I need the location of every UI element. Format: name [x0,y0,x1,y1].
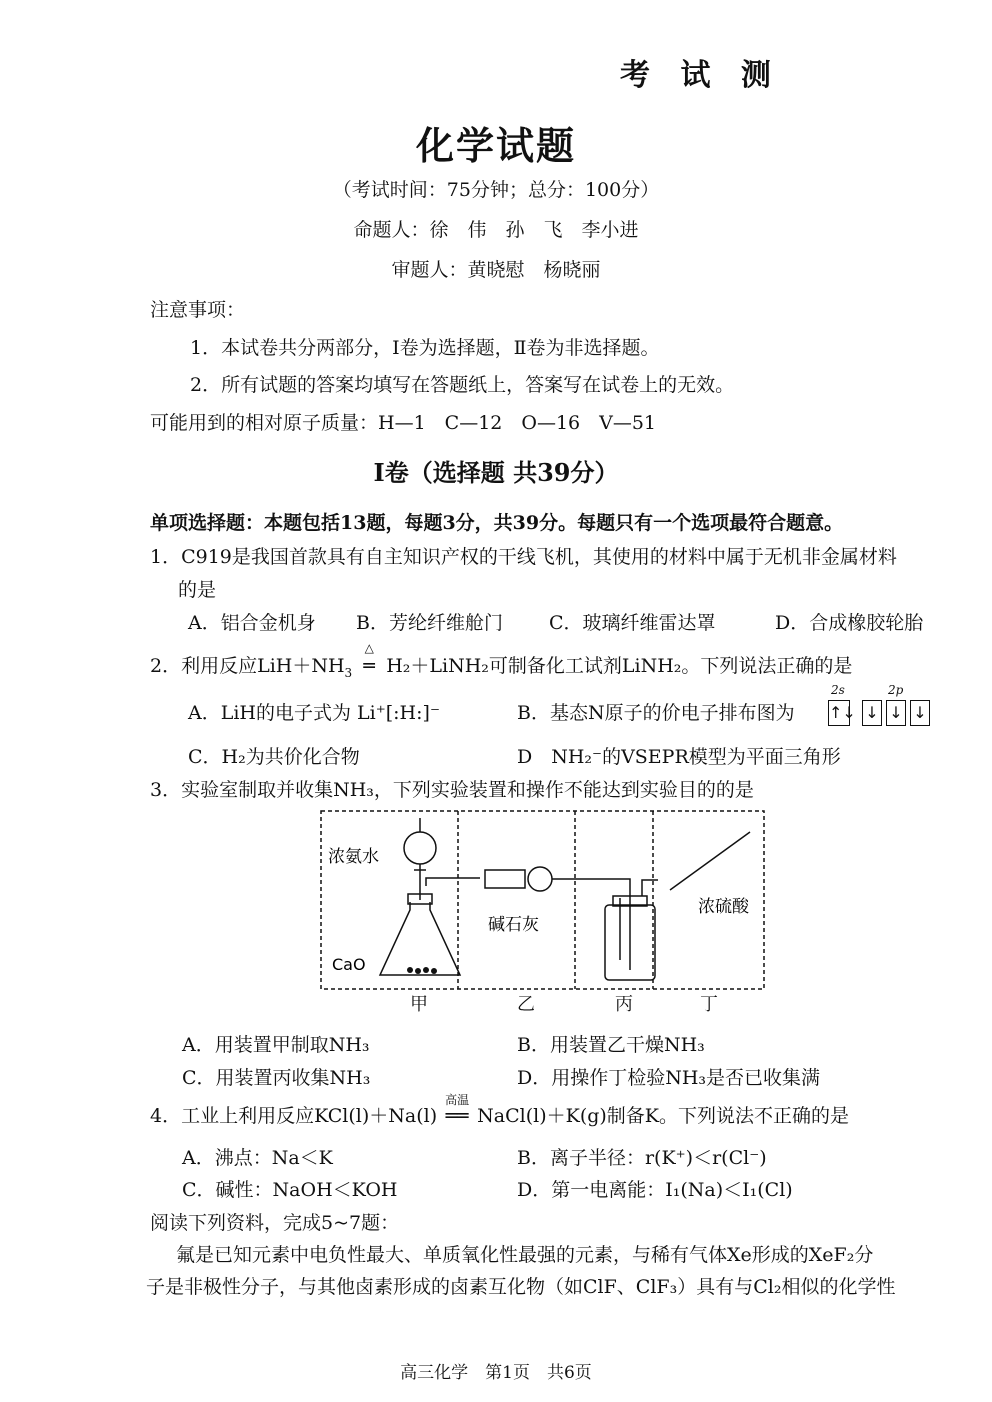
page-footer: 高三化学 第1页 共6页 [400,1363,592,1383]
q1-option-b[interactable]: B．芳纶纤维舱门 [356,612,503,634]
q1-option-a[interactable]: A．铝合金机身 [188,612,316,634]
orbital-2p-box-1: ↓ [862,700,882,726]
note-item-2: 2．所有试题的答案均填写在答题纸上，答案写在试卷上的无效。 [190,374,735,396]
q1-stem-line2: 的是 [178,579,217,601]
label-cao: CaO [332,955,366,974]
glass-rod [670,832,750,890]
label-ammonia: 浓氨水 [328,847,379,867]
cao-particle [423,967,429,973]
q2-condition: △ [364,641,374,655]
q2-stem: 2．利用反应$LiH+NH_3$ △ ═ H₂＋LiNH₂可制备化工试剂LiNH₂。下列说法正确的是 [150,641,853,680]
header-stamp: 考 试 测 [620,58,781,93]
caption-jia: 甲 [410,994,428,1015]
section-1-instruction: 单项选择题：本题包括13题，每题3分，共39分。每题只有一个选项最符合题意。 [150,512,844,534]
q4-option-c[interactable]: C．碱性：NaOH＜KOH [182,1179,398,1201]
section-1-title: Ⅰ卷（选择题 共39分） [373,458,619,487]
note-item-1: 1．本试卷共分两部分，Ⅰ卷为选择题，Ⅱ卷为非选择题。 [190,337,660,359]
orbital-2s-box: ↑↓ [828,700,850,726]
reviewer-line: 审题人：黄晓慰 杨晓丽 [391,259,601,281]
q1-option-d[interactable]: D．合成橡胶轮胎 [775,612,924,634]
orbital-2p-label: 2p [888,683,904,697]
caption-yi: 乙 [517,994,535,1015]
q2-stem-pre: 2．利用反应LiH＋NH [150,655,345,677]
q3-option-a[interactable]: A．用装置甲制取NH₃ [182,1034,370,1056]
setter-line: 命题人：徐 伟 孙 飞 李小进 [353,219,639,241]
q4-condition: 高温 [445,1093,470,1107]
cao-particle [415,968,421,974]
q2-option-c[interactable]: C．H₂为共价化合物 [188,746,360,768]
conical-flask [380,902,460,975]
caption-ding: 丁 [700,994,718,1015]
q1-stem-line1: 1．C919是我国首款具有自主知识产权的干线飞机，其使用的材料中属于无机非金属材料 [150,546,897,568]
exam-info: （考试时间：75分钟；总分：100分） [332,179,660,201]
notes-heading: 注意事项： [150,299,246,321]
q1-option-c[interactable]: C．玻璃纤维雷达罩 [549,612,716,634]
atomic-mass-line: 可能用到的相对原子质量：H—1 C—12 O—16 V—51 [150,412,657,434]
q4-option-d[interactable]: D．第一电离能：I₁(Na)＜I₁(Cl) [517,1179,793,1201]
delivery-tube-1 [426,878,480,886]
orbital-2p-box-2: ↓ [886,700,906,726]
reading-line-1: 氟是已知元素中电负性最大、单质氧化性最强的元素，与稀有气体Xe形成的XeF₂分 [176,1244,874,1266]
q2-option-a[interactable]: A．LiH的电子式为 Li⁺[:H:]⁻ [188,702,440,724]
q3-stem: 3．实验室制取并收集NH₃，下列实验装置和操作不能达到实验目的的是 [150,779,754,801]
q4-option-b[interactable]: B．离子半径：r(K⁺)＜r(Cl⁻) [517,1147,767,1169]
reading-intro: 阅读下列资料，完成5~7题： [150,1212,400,1234]
q2-stem-post: H₂＋LiNH₂可制备化工试剂LiNH₂。下列说法正确的是 [386,655,853,677]
q3-option-d[interactable]: D．用操作丁检验NH₃是否已收集满 [517,1067,821,1089]
drying-bulb [528,867,552,891]
apparatus-diagram [320,810,765,990]
caption-bing: 丙 [615,994,633,1015]
page-title: 化学试题 [415,123,576,168]
drying-tube-body [485,870,525,888]
q2-option-b[interactable]: B．基态N原子的价电子排布图为 [517,702,795,724]
label-sodalime: 碱石灰 [488,915,539,935]
cao-particle [431,968,437,974]
q3-option-b[interactable]: B．用装置乙干燥NH₃ [517,1034,705,1056]
label-acid: 浓硫酸 [698,897,749,917]
reading-line-2: 子是非极性分子，与其他卤素形成的卤素互化物（如ClF、ClF₃）具有与Cl₂相似的化学性 [146,1276,896,1298]
funnel-body [404,832,436,864]
q4-stem-pre: 4．工业上利用反应KCl(l)＋Na(l) [150,1105,438,1127]
q2-option-d[interactable]: D NH₂⁻的VSEPR模型为平面三角形 [517,746,841,768]
outlet-tube [642,880,658,896]
q4-option-a[interactable]: A．沸点：Na＜K [182,1147,333,1169]
orbital-2s-label: 2s [831,683,845,697]
orbital-2p-box-3: ↓ [910,700,930,726]
q4-stem: 4．工业上利用反应KCl(l)＋Na(l) 高温 ══ NaCl(l)＋K(g)制备K。下列说法不正确的是 [150,1093,850,1127]
q3-option-c[interactable]: C．用装置丙收集NH₃ [182,1067,371,1089]
q4-stem-post: NaCl(l)＋K(g)制备K。下列说法不正确的是 [477,1105,850,1127]
cao-particle [407,967,413,973]
